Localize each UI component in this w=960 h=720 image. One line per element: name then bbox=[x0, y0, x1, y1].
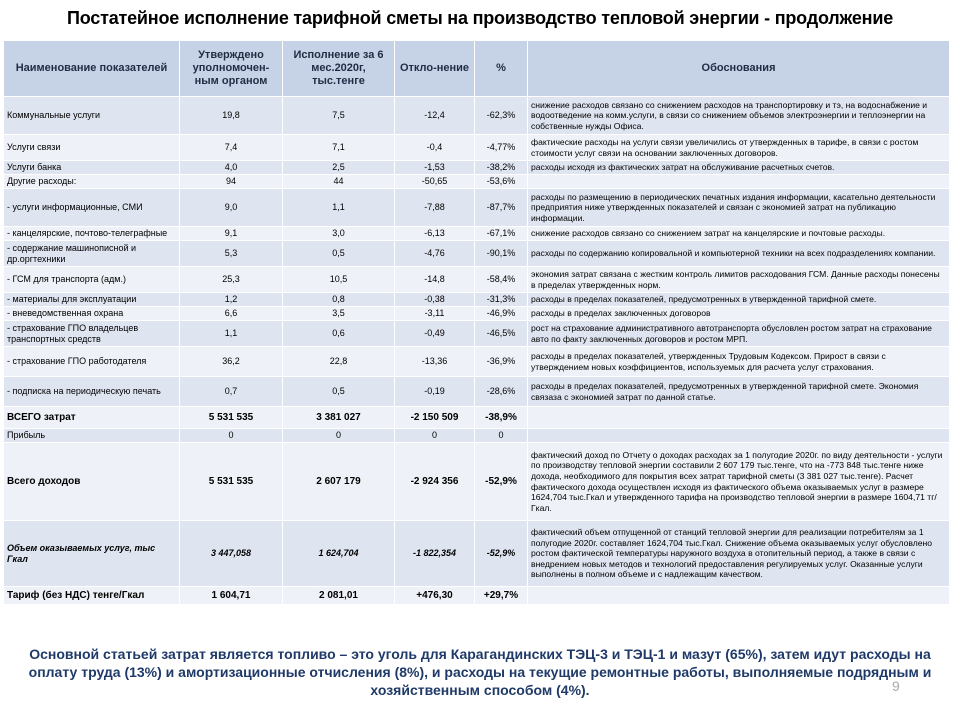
row-actual: 2 081,01 bbox=[283, 587, 395, 605]
table-row bbox=[4, 97, 950, 135]
row-deviation: -0,19 bbox=[395, 377, 475, 407]
row-percent: -58,4% bbox=[475, 267, 528, 293]
row-name: Услуги банка bbox=[4, 161, 180, 175]
table-row bbox=[4, 241, 950, 267]
row-name: - подписка на периодическую печать bbox=[4, 377, 180, 407]
table-row-total-income bbox=[4, 443, 950, 521]
row-justification: рост на страхование административного автотранспорта обусловлен ростом затрат на страхование авто по факту заключенных договоров и ростом МРП. bbox=[528, 321, 950, 347]
row-percent: -36,9% bbox=[475, 347, 528, 377]
table-row bbox=[4, 227, 950, 241]
table-row-tariff bbox=[4, 587, 950, 605]
row-justification bbox=[528, 587, 950, 605]
row-justification: фактический объем отпущенной от станций тепловой энергии для реализации потребителям за 1 полугодие 2020г. составляет 1624,704 тыс.Гкал. Снижение объема оказываемых услуг обусловлено ростом фактической температуры наружного воздуха в отопительный период, а также в связи с внедрением новых методов и технологий предоставления регулируемых услуг. Оказанные услуги выполнены в полном объеме и с надлежащим качеством. bbox=[528, 521, 950, 587]
row-deviation: -0,38 bbox=[395, 293, 475, 307]
row-percent: -53,6% bbox=[475, 175, 528, 189]
row-deviation: -14,8 bbox=[395, 267, 475, 293]
row-deviation: -3,11 bbox=[395, 307, 475, 321]
row-name: ВСЕГО затрат bbox=[4, 407, 180, 429]
row-justification: фактические расходы на услуги связи увеличились от утвержденных в тарифе, в связи с ростом стоимости услуг связи на основании заключенных договоров. bbox=[528, 135, 950, 161]
row-justification: фактический доход по Отчету о доходах расходах за 1 полугодие 2020г. по виду деятельности - услуги по производству тепловой энергии составили 2 607 179 тыс.тенге, что на -773 848 тыс.тенге ниже дохода, необходимого для покрытия всех затрат тарифной сметы (3 381 027 тыс.тенге). Расчет фактического дохода осуществлен исходя из фактического объема оказываемых услуг в размере 1624,704 тыс.Гкал и утвержденного тарифа на производство тепловой энергии в размере 1604,71 тг/Гкал. bbox=[528, 443, 950, 521]
row-actual: 3,5 bbox=[283, 307, 395, 321]
row-name: - вневедомственная охрана bbox=[4, 307, 180, 321]
row-approved: 3 447,058 bbox=[180, 521, 283, 587]
page-title: Постатейное исполнение тарифной сметы на производство тепловой энергии - продолжение bbox=[66, 8, 894, 28]
row-approved: 4,0 bbox=[180, 161, 283, 175]
row-name: Тариф (без НДС) тенге/Гкал bbox=[4, 587, 180, 605]
row-actual: 1 624,704 bbox=[283, 521, 395, 587]
col-header-name: Наименование показателей bbox=[4, 41, 180, 97]
row-deviation: +476,30 bbox=[395, 587, 475, 605]
row-approved: 5 531 535 bbox=[180, 407, 283, 429]
table-header-row bbox=[4, 41, 950, 97]
row-actual: 0 bbox=[283, 429, 395, 443]
row-approved: 94 bbox=[180, 175, 283, 189]
row-approved: 0 bbox=[180, 429, 283, 443]
row-actual: 2,5 bbox=[283, 161, 395, 175]
row-deviation: -1 822,354 bbox=[395, 521, 475, 587]
table-row bbox=[4, 347, 950, 377]
row-deviation: -4,76 bbox=[395, 241, 475, 267]
table-row bbox=[4, 293, 950, 307]
row-actual: 3,0 bbox=[283, 227, 395, 241]
row-percent: +29,7% bbox=[475, 587, 528, 605]
row-percent: -4,77% bbox=[475, 135, 528, 161]
table-row bbox=[4, 135, 950, 161]
row-percent: -90,1% bbox=[475, 241, 528, 267]
row-approved: 1,1 bbox=[180, 321, 283, 347]
row-justification: расходы в пределах заключенных договоров bbox=[528, 307, 950, 321]
row-justification: расходы в пределах показателей, предусмотренных в утвержденной тарифной смете. bbox=[528, 293, 950, 307]
row-approved: 5 531 535 bbox=[180, 443, 283, 521]
table-row bbox=[4, 321, 950, 347]
row-deviation: -2 150 509 bbox=[395, 407, 475, 429]
row-approved: 1 604,71 bbox=[180, 587, 283, 605]
row-percent: -46,9% bbox=[475, 307, 528, 321]
row-justification: расходы в пределах показателей, утвержденных Трудовым Кодексом. Прирост в связи с утверждением новых коэффициентов, используемых для расчета услуг страхования. bbox=[528, 347, 950, 377]
row-deviation: -0,4 bbox=[395, 135, 475, 161]
row-name: Коммунальные услуги bbox=[4, 97, 180, 135]
col-header-approved: Утверждено уполномочен-ным органом bbox=[180, 41, 283, 97]
row-approved: 19,8 bbox=[180, 97, 283, 135]
row-approved: 1,2 bbox=[180, 293, 283, 307]
table-row bbox=[4, 189, 950, 227]
table-row bbox=[4, 307, 950, 321]
row-name: - содержание машинописной и др.оргтехники bbox=[4, 241, 180, 267]
row-justification: расходы по размещению в периодических печатных издания информации, касательно деятельности предприятия ниже утвержденных показателей и связан с экономией затрат на публикацию информации. bbox=[528, 189, 950, 227]
table-row bbox=[4, 429, 950, 443]
row-justification bbox=[528, 175, 950, 189]
row-name: - канцелярские, почтово-телеграфные bbox=[4, 227, 180, 241]
row-actual: 22,8 bbox=[283, 347, 395, 377]
row-justification bbox=[528, 429, 950, 443]
col-header-actual: Исполнение за 6 мес.2020г, тыс.тенге bbox=[283, 41, 395, 97]
row-name: Прибыль bbox=[4, 429, 180, 443]
row-actual: 0,5 bbox=[283, 241, 395, 267]
tariff-table-container bbox=[3, 40, 949, 605]
row-deviation: -0,49 bbox=[395, 321, 475, 347]
row-name: - страхование ГПО работодателя bbox=[4, 347, 180, 377]
row-name: Другие расходы: bbox=[4, 175, 180, 189]
row-name: Всего доходов bbox=[4, 443, 180, 521]
row-approved: 0,7 bbox=[180, 377, 283, 407]
row-approved: 5,3 bbox=[180, 241, 283, 267]
summary-note: Основной статьей затрат является топливо – это уголь для Карагандинских ТЭЦ-3 и ТЭЦ-1 и мазут (65%), затем идут расходы на оплату труда (13%) и амортизационные отчисления (8%), и расходы на текущие ремонтные работы, выполняемые подрядным и хозяйственным способом (4%). bbox=[28, 646, 932, 698]
table-row bbox=[4, 161, 950, 175]
row-name: Объем оказываемых услуг, тыс Гкал bbox=[4, 521, 180, 587]
row-deviation: -6,13 bbox=[395, 227, 475, 241]
row-name: - услуги информационные, СМИ bbox=[4, 189, 180, 227]
row-approved: 6,6 bbox=[180, 307, 283, 321]
row-approved: 36,2 bbox=[180, 347, 283, 377]
row-name: - материалы для эксплуатации bbox=[4, 293, 180, 307]
row-percent: -38,2% bbox=[475, 161, 528, 175]
row-justification: снижение расходов связано со снижением расходов на транспортировку и тэ, на водоснабжение и водоотведение на комм.услуги, в связи со снижением объемов электроэнергии и теплоэнергии на собственные нужды Офиса. bbox=[528, 97, 950, 135]
col-header-percent: % bbox=[475, 41, 528, 97]
row-actual: 7,1 bbox=[283, 135, 395, 161]
row-actual: 1,1 bbox=[283, 189, 395, 227]
row-percent: -67,1% bbox=[475, 227, 528, 241]
row-deviation: -50,65 bbox=[395, 175, 475, 189]
row-name: Услуги связи bbox=[4, 135, 180, 161]
row-actual: 2 607 179 bbox=[283, 443, 395, 521]
row-deviation: -1,53 bbox=[395, 161, 475, 175]
row-justification bbox=[528, 407, 950, 429]
row-actual: 7,5 bbox=[283, 97, 395, 135]
row-percent: -31,3% bbox=[475, 293, 528, 307]
row-deviation: -7,88 bbox=[395, 189, 475, 227]
row-deviation: -13,36 bbox=[395, 347, 475, 377]
row-percent: -62,3% bbox=[475, 97, 528, 135]
page-number: 9 bbox=[892, 678, 900, 694]
row-justification: расходы исходя из фактических затрат на обслуживание расчетных счетов. bbox=[528, 161, 950, 175]
row-actual: 0,8 bbox=[283, 293, 395, 307]
row-name: - страхование ГПО владельцев транспортных средств bbox=[4, 321, 180, 347]
row-approved: 9,0 bbox=[180, 189, 283, 227]
col-header-deviation: Откло-нение bbox=[395, 41, 475, 97]
col-header-justification: Обоснования bbox=[528, 41, 950, 97]
row-actual: 3 381 027 bbox=[283, 407, 395, 429]
table-row bbox=[4, 175, 950, 189]
row-deviation: 0 bbox=[395, 429, 475, 443]
row-deviation: -12,4 bbox=[395, 97, 475, 135]
row-percent: -87,7% bbox=[475, 189, 528, 227]
table-row-service-volume bbox=[4, 521, 950, 587]
row-actual: 44 bbox=[283, 175, 395, 189]
row-actual: 10,5 bbox=[283, 267, 395, 293]
row-justification: расходы в пределах показателей, предусмотренных в утвержденной тарифной смете. Экономия связаза с экономией затрат по данной статье. bbox=[528, 377, 950, 407]
row-justification: расходы по содержанию копировальной и компьютерной техники на всех подразделениях компании. bbox=[528, 241, 950, 267]
tariff-table bbox=[3, 40, 950, 605]
row-percent: -52,9% bbox=[475, 443, 528, 521]
row-percent: 0 bbox=[475, 429, 528, 443]
row-percent: -52,9% bbox=[475, 521, 528, 587]
row-deviation: -2 924 356 bbox=[395, 443, 475, 521]
table-row bbox=[4, 377, 950, 407]
row-actual: 0,5 bbox=[283, 377, 395, 407]
row-percent: -38,9% bbox=[475, 407, 528, 429]
row-approved: 25,3 bbox=[180, 267, 283, 293]
table-row bbox=[4, 267, 950, 293]
row-actual: 0,6 bbox=[283, 321, 395, 347]
row-percent: -28,6% bbox=[475, 377, 528, 407]
row-justification: снижение расходов связано со снижением затрат на канцелярские и почтовые расходы. bbox=[528, 227, 950, 241]
table-row-total-costs bbox=[4, 407, 950, 429]
row-percent: -46,5% bbox=[475, 321, 528, 347]
row-justification: экономия затрат связана с жестким контроль лимитов расходования ГСМ. Данные расходы понесены в пределах утвержденных норм. bbox=[528, 267, 950, 293]
row-approved: 9,1 bbox=[180, 227, 283, 241]
row-approved: 7,4 bbox=[180, 135, 283, 161]
row-name: - ГСМ для транспорта (адм.) bbox=[4, 267, 180, 293]
